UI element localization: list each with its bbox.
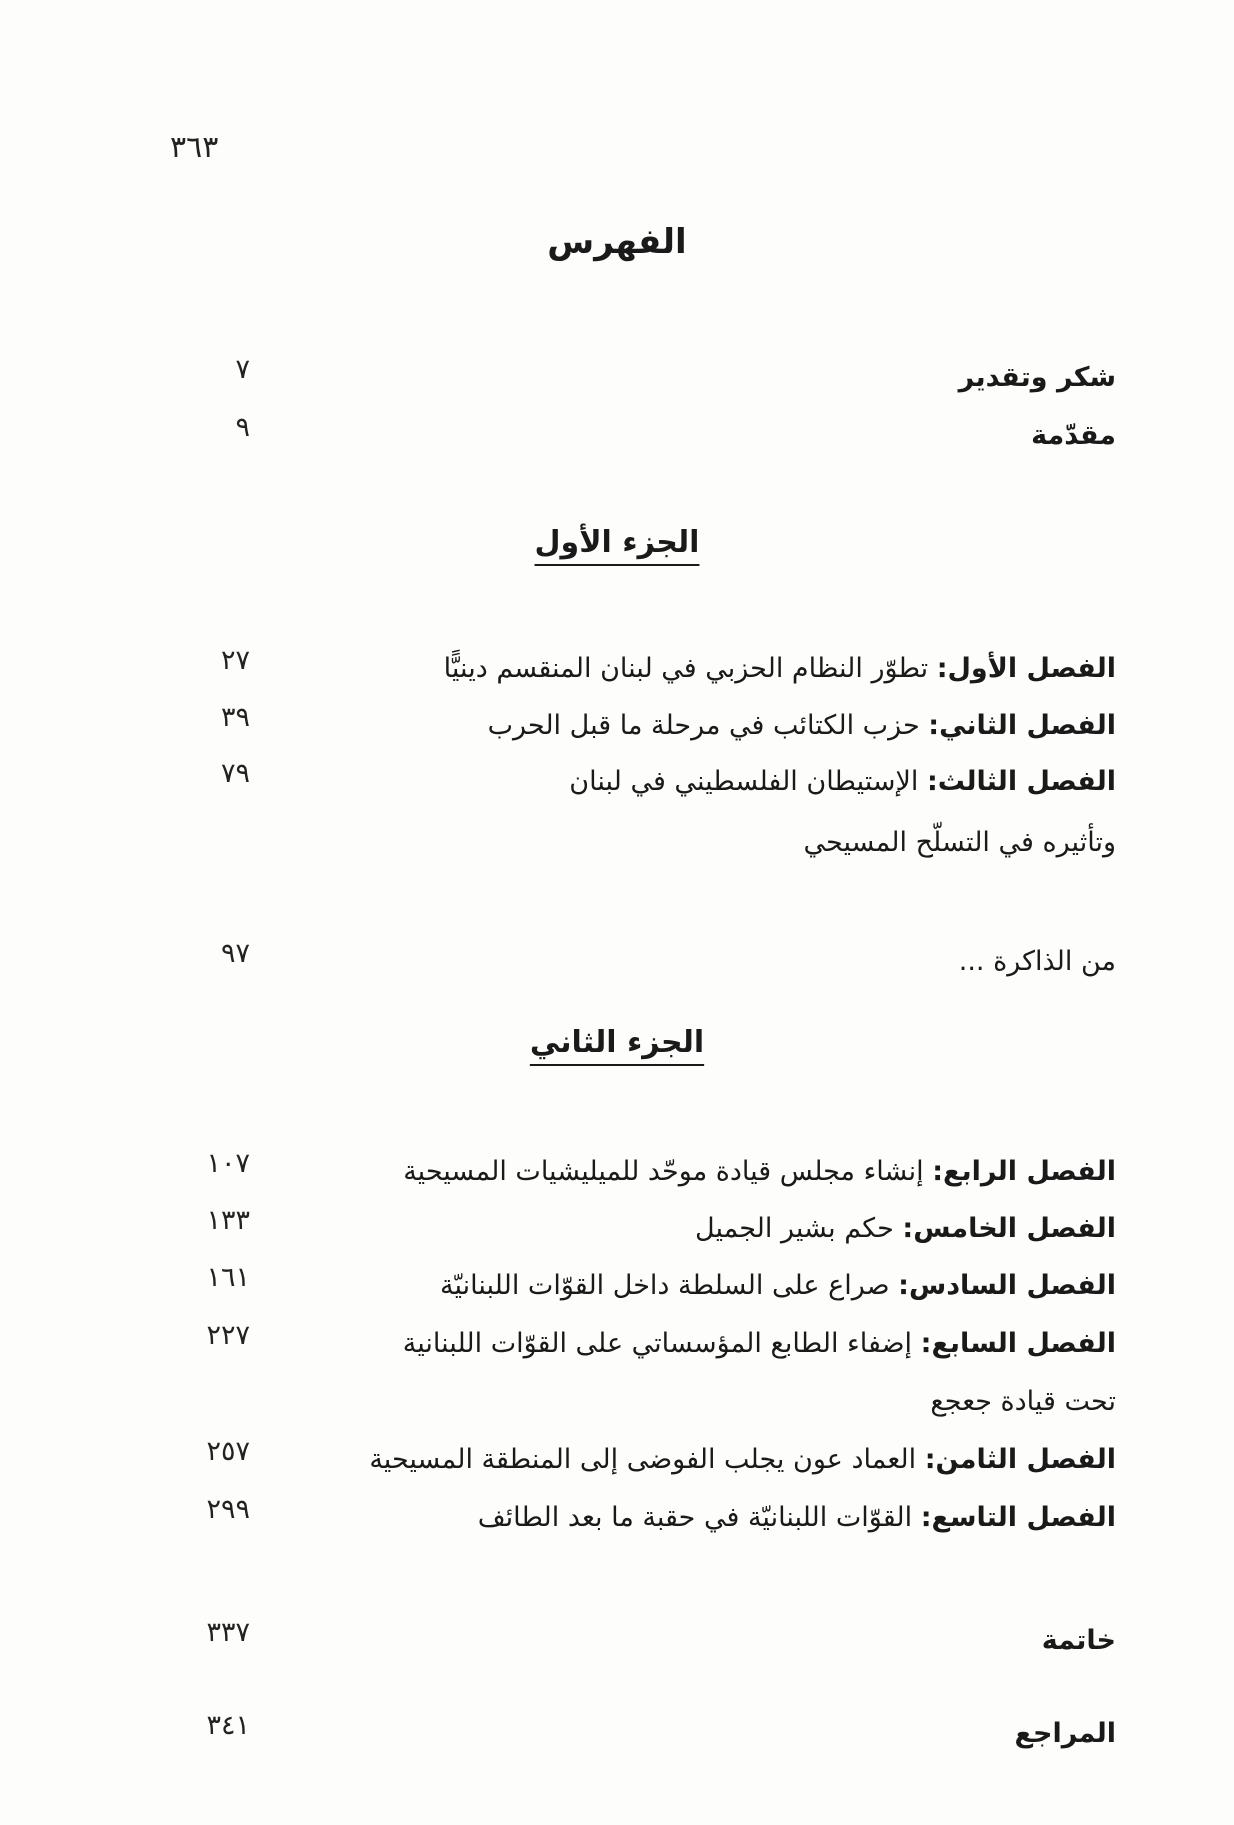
chapter-title: حكم بشير الجميل xyxy=(695,1213,894,1244)
toc-entry-label: المراجع xyxy=(1014,1718,1116,1749)
toc-entry-page: ٩٧ xyxy=(220,938,250,969)
toc-chapter-label xyxy=(478,1494,1116,1542)
toc-chapter-8 xyxy=(0,1436,1234,1484)
part-two-heading-text: الجزء الثاني xyxy=(529,1025,705,1060)
toc-entry-label: خاتمة xyxy=(1041,1625,1116,1656)
chapter-prefix: الفصل الأول: xyxy=(936,653,1116,684)
toc-chapter-label xyxy=(369,1436,1116,1484)
toc-entry-page: ٢٧ xyxy=(220,645,250,676)
chapter-title: صراع على السلطة داخل القوّات اللبنانيّة xyxy=(440,1270,890,1301)
chapter-title: القوّات اللبنانيّة في حقبة ما بعد الطائف xyxy=(477,1502,913,1533)
chapter-title: إضفاء الطابع المؤسساتي على القوّات اللبنانية xyxy=(402,1328,913,1359)
toc-entry-introduction xyxy=(0,412,1234,460)
toc-entry-page: ١٠٧ xyxy=(206,1148,250,1179)
toc-entry-page: ٩ xyxy=(235,412,250,443)
toc-entry-label: من الذاكرة ... xyxy=(958,946,1116,977)
toc-chapter-label xyxy=(444,645,1116,693)
toc-entry-page: ٧ xyxy=(235,354,250,385)
page-title: الفهرس xyxy=(547,222,687,262)
toc-chapter-3 xyxy=(0,758,1234,806)
toc-entry-page: ٢٥٧ xyxy=(206,1436,250,1467)
chapter-prefix: الفصل الخامس: xyxy=(902,1213,1116,1244)
chapter-title: إنشاء مجلس قيادة موحّد للميليشيات المسيحية xyxy=(403,1156,924,1187)
toc-entry-page: ١٦١ xyxy=(206,1262,250,1293)
toc-chapter-7 xyxy=(0,1320,1234,1368)
toc-chapter-2 xyxy=(0,702,1234,750)
toc-entry-acknowledgements xyxy=(0,354,1234,402)
toc-chapter-7-continuation xyxy=(0,1378,1234,1426)
toc-chapter-label xyxy=(403,1320,1116,1368)
toc-entry-conclusion xyxy=(0,1617,1234,1665)
toc-chapter-4 xyxy=(0,1148,1234,1196)
toc-entry-label: مقدّمة xyxy=(1031,420,1116,451)
chapter-prefix: الفصل الثالث: xyxy=(927,766,1116,797)
chapter-title-continuation: تحت قيادة جعجع xyxy=(930,1386,1116,1417)
toc-entry-memory xyxy=(0,938,1234,986)
chapter-title-continuation: وتأثيره في التسلّح المسيحي xyxy=(803,827,1116,858)
toc-chapter-3-continuation xyxy=(0,819,1234,867)
toc-chapter-9 xyxy=(0,1494,1234,1542)
toc-entry-page: ٣٣٧ xyxy=(206,1617,250,1648)
toc-chapter-label xyxy=(569,758,1116,806)
toc-entry-page: ٢٢٧ xyxy=(206,1320,250,1351)
toc-entry-label: شكر وتقدير xyxy=(958,362,1116,393)
toc-chapter-1 xyxy=(0,645,1234,693)
toc-entry-page: ١٣٣ xyxy=(206,1205,250,1236)
toc-chapter-label xyxy=(403,1148,1116,1196)
page-number: ٣٦٣ xyxy=(170,130,219,165)
part-one-heading xyxy=(0,525,1234,560)
toc-chapter-label xyxy=(695,1205,1116,1253)
chapter-title: العماد عون يجلب الفوضى إلى المنطقة المسيحية xyxy=(369,1444,917,1475)
toc-entry-references xyxy=(0,1710,1234,1758)
chapter-prefix: الفصل الثاني: xyxy=(928,710,1116,741)
toc-chapter-5 xyxy=(0,1205,1234,1253)
chapter-prefix: الفصل السابع: xyxy=(920,1328,1116,1359)
chapter-title: تطوّر النظام الحزبي في لبنان المنقسم دينيًّا xyxy=(443,653,929,684)
chapter-prefix: الفصل الثامن: xyxy=(924,1444,1116,1475)
toc-entry-page: ٢٩٩ xyxy=(206,1494,250,1525)
toc-chapter-6 xyxy=(0,1262,1234,1310)
toc-entry-page: ٣٤١ xyxy=(206,1710,250,1741)
chapter-prefix: الفصل التاسع: xyxy=(920,1502,1116,1533)
toc-entry-page: ٧٩ xyxy=(220,758,250,789)
chapter-title: الإستيطان الفلسطيني في لبنان xyxy=(569,766,919,797)
chapter-prefix: الفصل السادس: xyxy=(898,1270,1116,1301)
chapter-title: حزب الكتائب في مرحلة ما قبل الحرب xyxy=(487,710,920,741)
part-two-heading xyxy=(0,1025,1234,1060)
part-one-heading-text: الجزء الأول xyxy=(534,525,700,560)
toc-entry-page: ٣٩ xyxy=(220,702,250,733)
toc-chapter-label xyxy=(440,1262,1116,1310)
toc-chapter-label xyxy=(488,702,1116,750)
chapter-prefix: الفصل الرابع: xyxy=(932,1156,1116,1187)
